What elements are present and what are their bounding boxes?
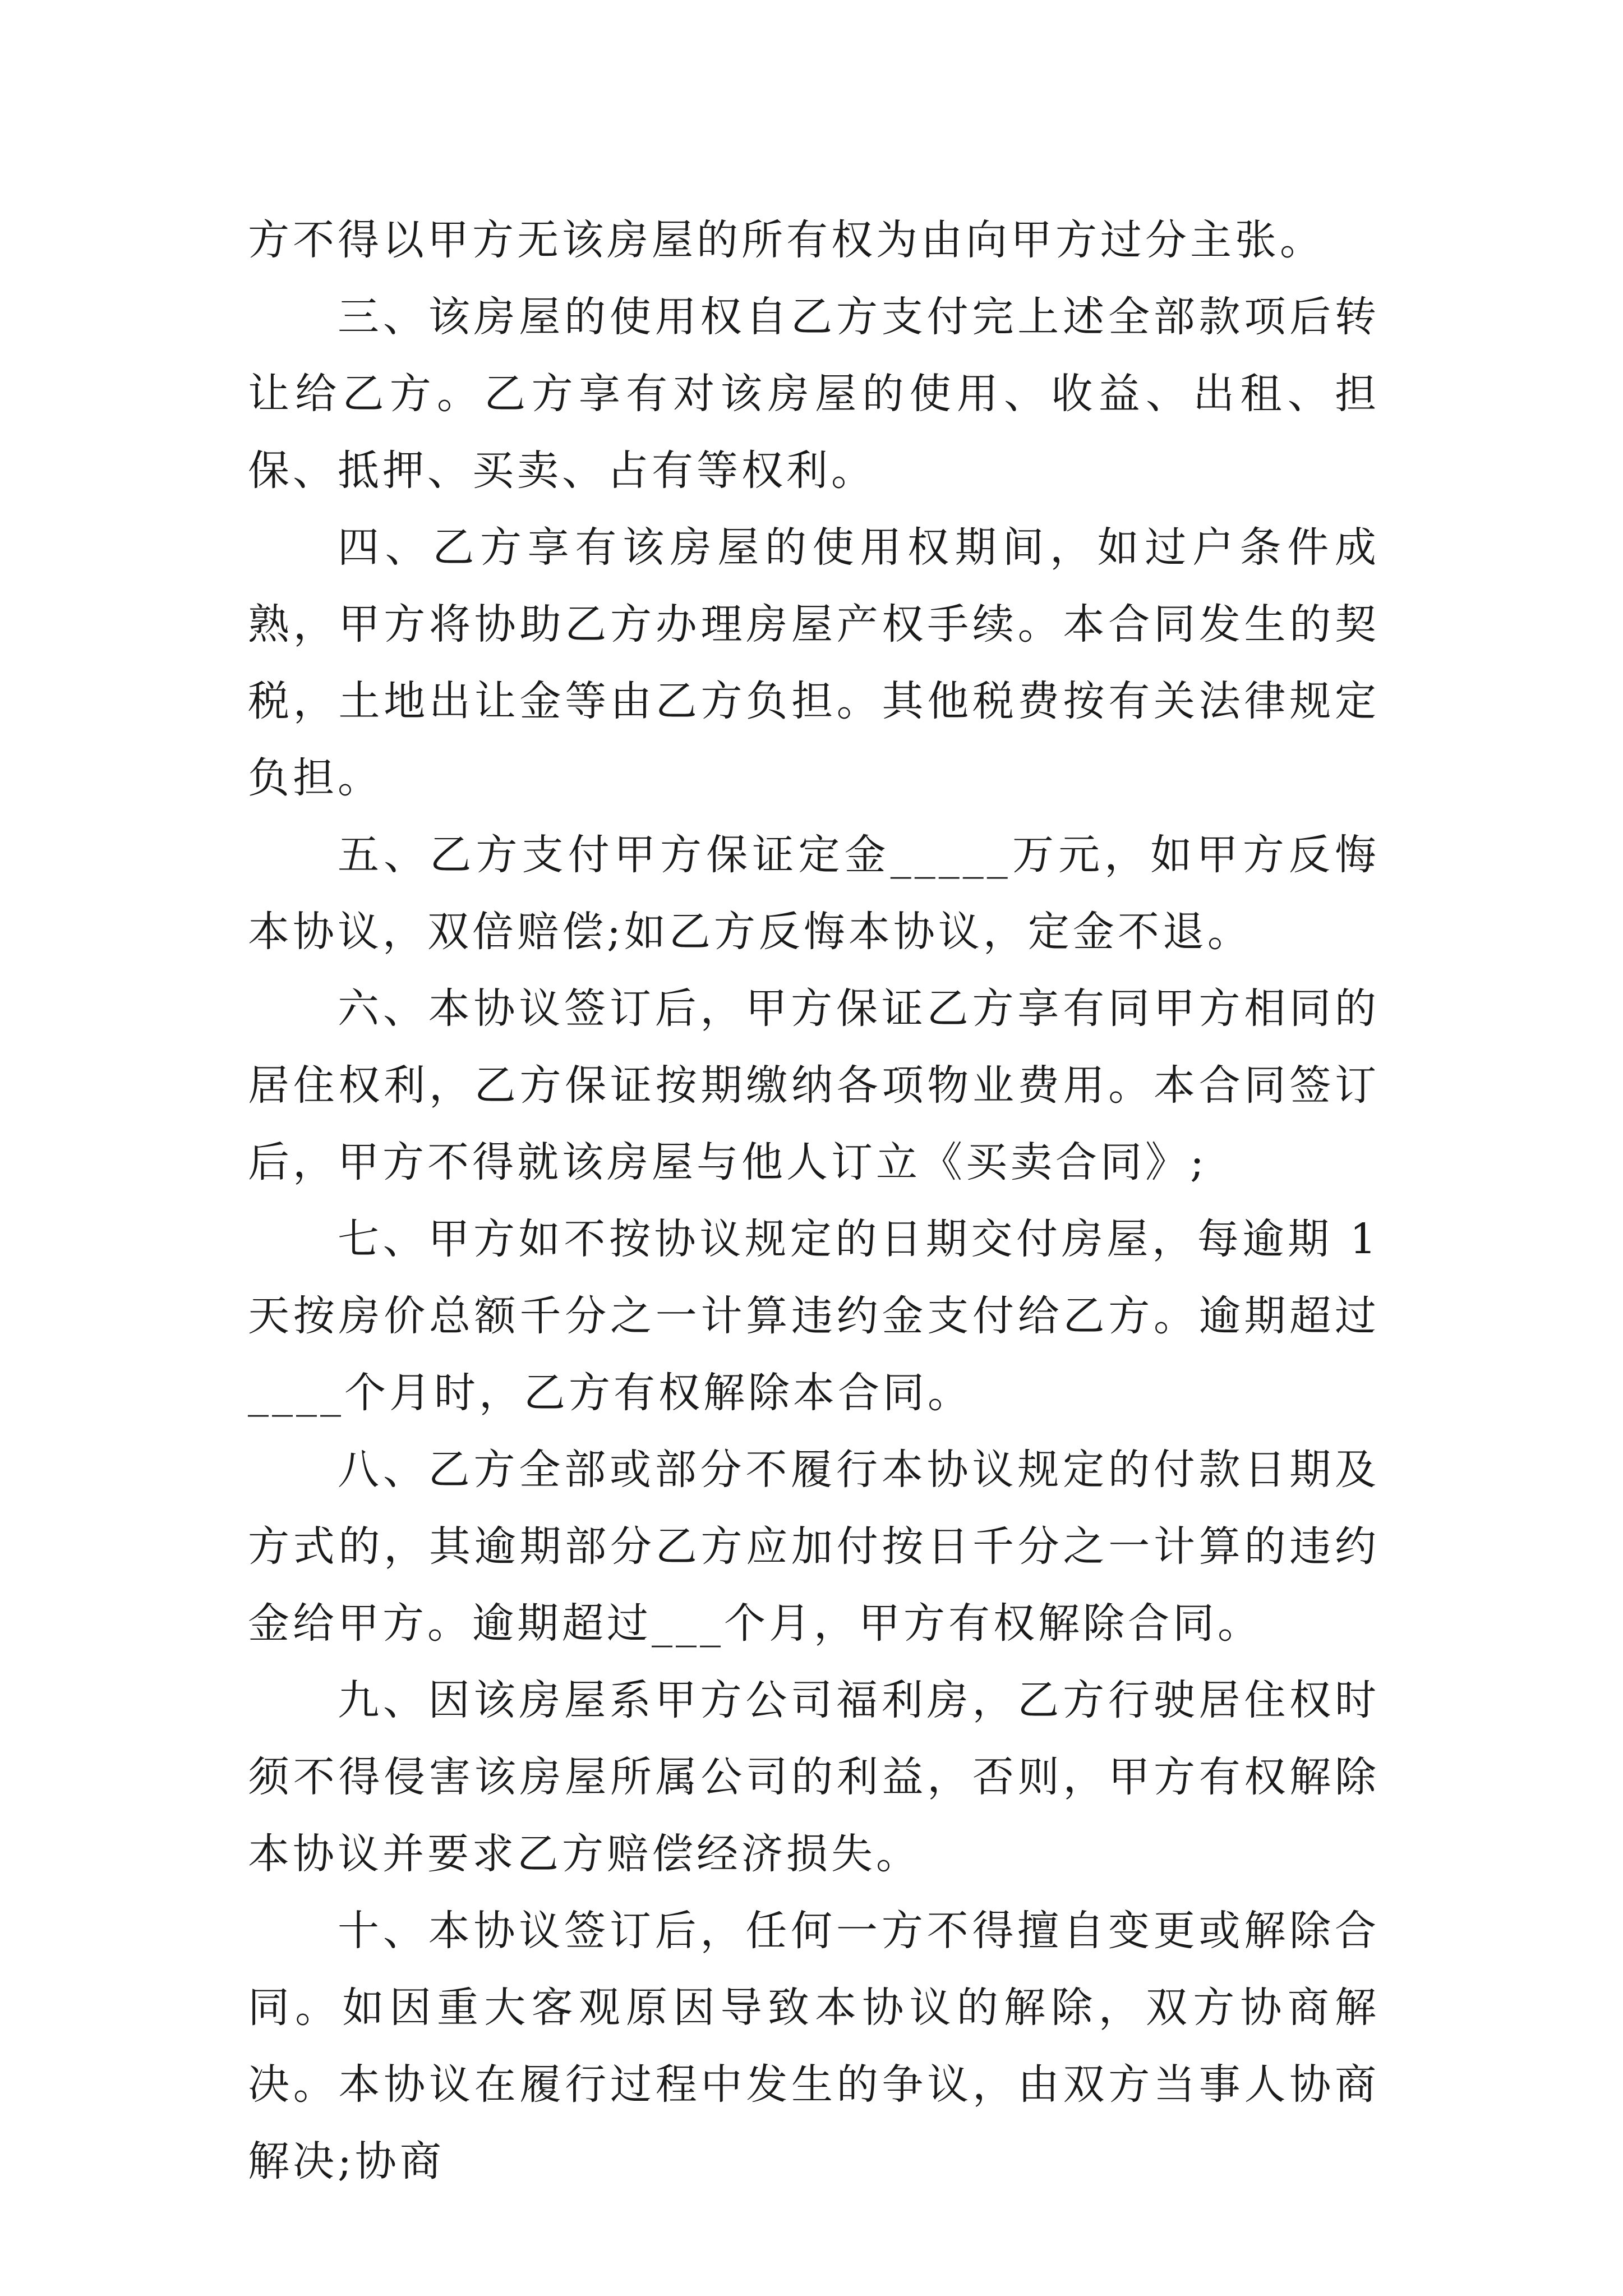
- clause-10: 十、本协议签订后，任何一方不得擅自变更或解除合同。如因重大客观原因导致本协议的解除，双方协商解决。本协议在履行过程中发生的争议，由双方当事人协商解决;协商: [248, 1907, 1380, 2185]
- clause-8: 八、乙方全部或部分不履行本协议规定的付款日期及方式的，其逾期部分乙方应加付按日千分之一计算的违约金给甲方。逾期超过___个月，甲方有权解除合同。: [248, 1446, 1380, 1648]
- clause-6: 六、本协议签订后，甲方保证乙方享有同甲方相同的居住权利，乙方保证按期缴纳各项物业费用。本合同签订后，甲方不得就该房屋与他人订立《买卖合同》;: [248, 984, 1380, 1186]
- paragraph-continuation: 方不得以甲方无该房屋的所有权为由向甲方过分主张。: [248, 216, 1325, 264]
- clause-3: 三、该房屋的使用权自乙方支付完上述全部款项后转让给乙方。乙方享有对该房屋的使用、收益、出租、担保、抵押、买卖、占有等权利。: [248, 293, 1380, 495]
- clause-5: 五、乙方支付甲方保证定金_____万元，如甲方反悔本协议，双倍赔偿;如乙方反悔本协议，定金不退。: [248, 831, 1380, 956]
- clause-9: 九、因该房屋系甲方公司福利房，乙方行驶居住权时须不得侵害该房屋所属公司的利益，否则，甲方有权解除本协议并要求乙方赔偿经济损失。: [248, 1676, 1380, 1878]
- clause-7: 七、甲方如不按协议规定的日期交付房屋，每逾期 1 天按房价总额千分之一计算违约金支付给乙方。逾期超过____个月时，乙方有权解除本合同。: [248, 1215, 1396, 1417]
- document-body: [248, 202, 1396, 2200]
- clause-4: 四、乙方享有该房屋的使用权期间，如过户条件成熟，甲方将协助乙方办理房屋产权手续。本合同发生的契税，土地出让金等由乙方负担。其他税费按有关法律规定负担。: [248, 523, 1380, 802]
